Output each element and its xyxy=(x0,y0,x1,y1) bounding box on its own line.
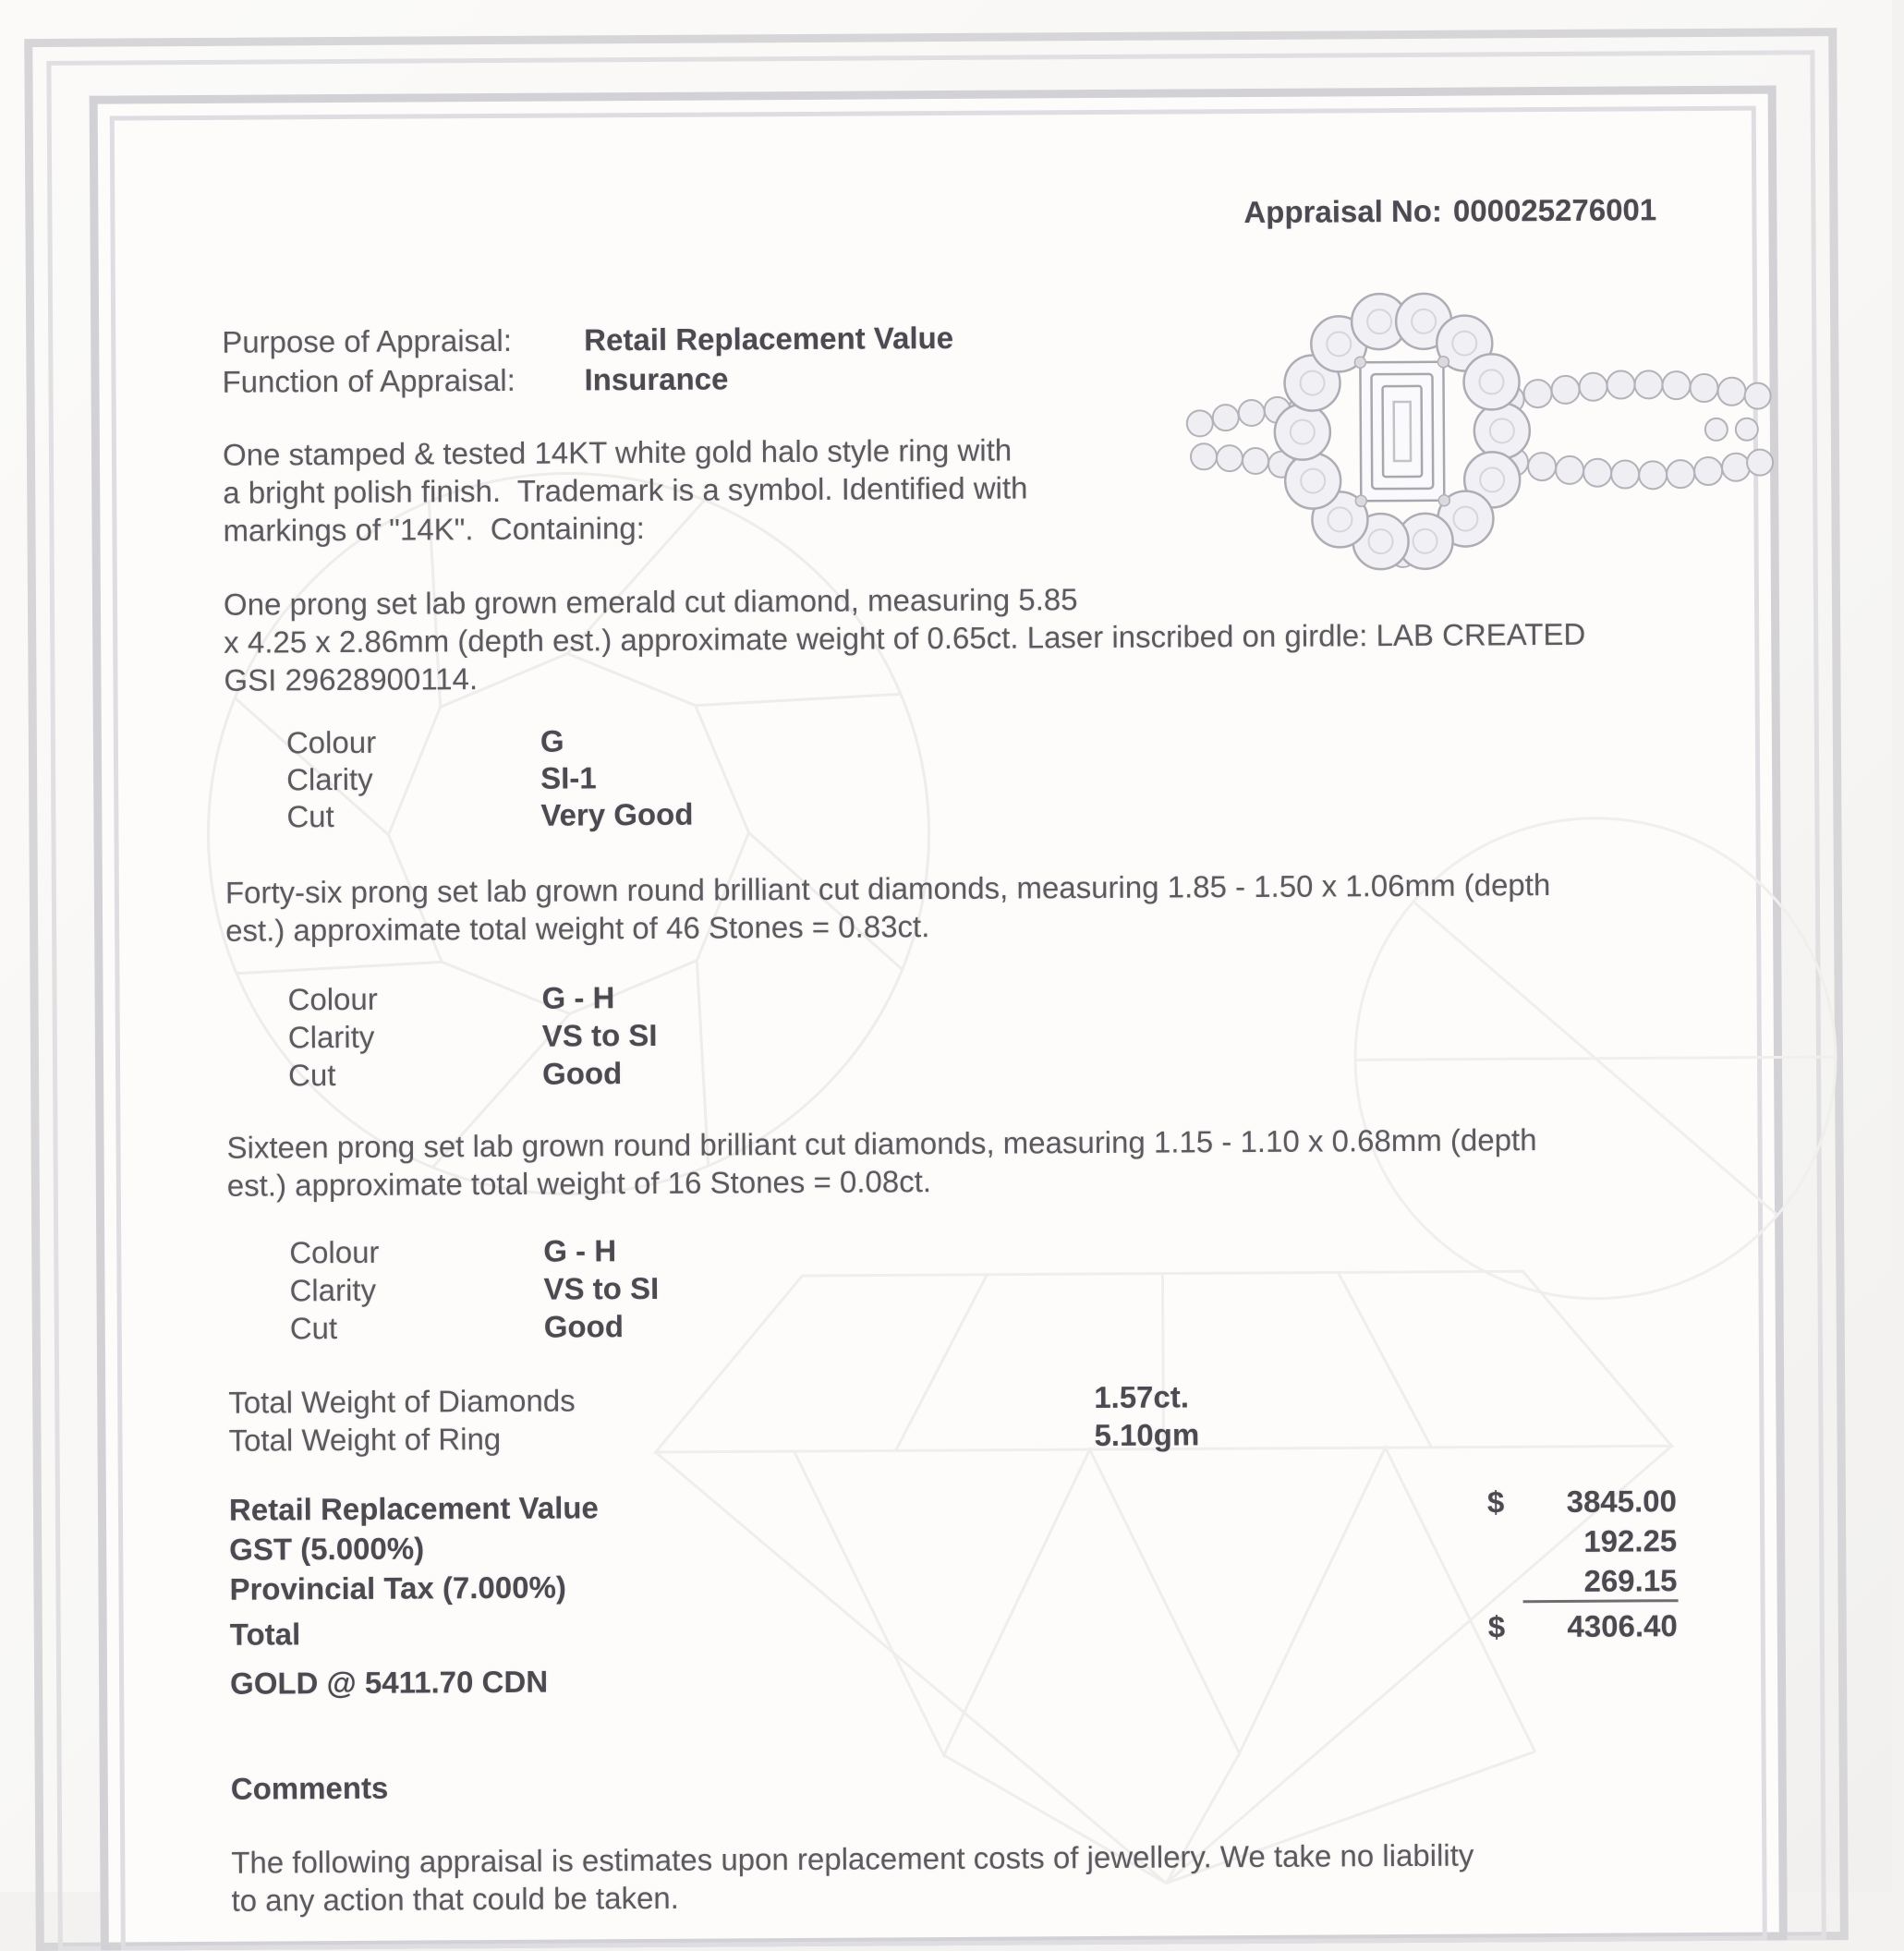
function-value: Insurance xyxy=(584,361,729,397)
comments-line: The following appraisal is estimates upon replacement costs of jewellery. We take no liability xyxy=(231,1837,1474,1880)
stone3-line: Sixteen prong set lab grown round brilliant cut diamonds, measuring 1.15 - 1.10 x 0.68mm (depth xyxy=(226,1122,1537,1165)
stone3-line: est.) approximate total weight of 16 Stones = 0.08ct. xyxy=(226,1164,932,1203)
stone1-line: GSI 29628900114. xyxy=(224,661,479,697)
total-amount: 4306.40 xyxy=(1567,1608,1678,1643)
total-rule xyxy=(1523,1599,1679,1603)
comments-heading: Comments xyxy=(230,1770,389,1806)
weight-diamonds-label: Total Weight of Diamonds xyxy=(228,1383,576,1420)
total-label: Total xyxy=(229,1617,301,1652)
stone1-line: x 4.25 x 2.86mm (depth est.) approximate weight of 0.65ct. Laser inscribed on girdle: LAB CREATED xyxy=(224,616,1586,660)
stone2-clarity-label: Clarity xyxy=(287,1019,375,1055)
provincial-tax-label: Provincial Tax (7.000%) xyxy=(229,1569,566,1606)
intro-line: markings of "14K". Containing: xyxy=(223,511,645,548)
stone1-line: One prong set lab grown emerald cut diamond, measuring 5.85 xyxy=(223,582,1078,622)
total-currency: $ xyxy=(1487,1609,1506,1644)
appraisal-number-value: 000025276001 xyxy=(1452,192,1657,228)
retail-value-amount: 3845.00 xyxy=(1566,1484,1678,1519)
stone1-colour-value: G xyxy=(540,723,564,758)
stone3-clarity-value: VS to SI xyxy=(543,1270,660,1306)
stone2-line: est.) approximate total weight of 46 Stones = 0.83ct. xyxy=(225,909,930,948)
gold-rate-note: GOLD @ 5411.70 CDN xyxy=(230,1664,549,1701)
stone2-colour-value: G - H xyxy=(541,980,615,1015)
intro-line: One stamped & tested 14KT white gold halo style ring with xyxy=(222,432,1013,472)
stone1-cut-label: Cut xyxy=(286,799,334,834)
weight-ring-value: 5.10gm xyxy=(1094,1417,1200,1453)
stone1-cut-value: Very Good xyxy=(540,796,694,832)
stone2-cut-value: Good xyxy=(541,1056,623,1091)
provincial-tax-amount: 269.15 xyxy=(1583,1563,1678,1598)
stone2-colour-label: Colour xyxy=(287,981,378,1017)
stone2-cut-label: Cut xyxy=(287,1058,336,1093)
intro-line: a bright polish finish. Trademark is a symbol. Identified with xyxy=(223,470,1028,510)
retail-value-label: Retail Replacement Value xyxy=(228,1490,599,1527)
stone3-colour-value: G - H xyxy=(543,1233,617,1268)
stone3-cut-label: Cut xyxy=(289,1311,338,1346)
gst-amount: 192.25 xyxy=(1583,1523,1678,1558)
stone3-colour-label: Colour xyxy=(289,1234,380,1270)
gst-label: GST (5.000%) xyxy=(229,1531,425,1567)
retail-value-currency: $ xyxy=(1486,1484,1505,1520)
appraisal-number xyxy=(1243,191,1656,231)
appraisal-number-label: Appraisal No: xyxy=(1243,193,1443,230)
purpose-value: Retail Replacement Value xyxy=(584,320,954,357)
comments-line: to any action that could be taken. xyxy=(231,1880,680,1918)
weight-diamonds-value: 1.57ct. xyxy=(1094,1379,1190,1415)
function-label: Function of Appraisal: xyxy=(222,362,515,399)
stone3-cut-value: Good xyxy=(543,1309,625,1344)
weight-ring-label: Total Weight of Ring xyxy=(228,1421,502,1458)
stone3-clarity-label: Clarity xyxy=(289,1272,377,1308)
stone1-clarity-value: SI-1 xyxy=(540,760,597,795)
stone2-clarity-value: VS to SI xyxy=(541,1017,658,1053)
stone1-clarity-label: Clarity xyxy=(286,761,373,797)
stone1-colour-label: Colour xyxy=(285,724,377,760)
stone2-line: Forty-six prong set lab grown round brilliant cut diamonds, measuring 1.85 - 1.50 x 1.06mm (depth xyxy=(224,867,1551,910)
purpose-label: Purpose of Appraisal: xyxy=(222,322,513,359)
